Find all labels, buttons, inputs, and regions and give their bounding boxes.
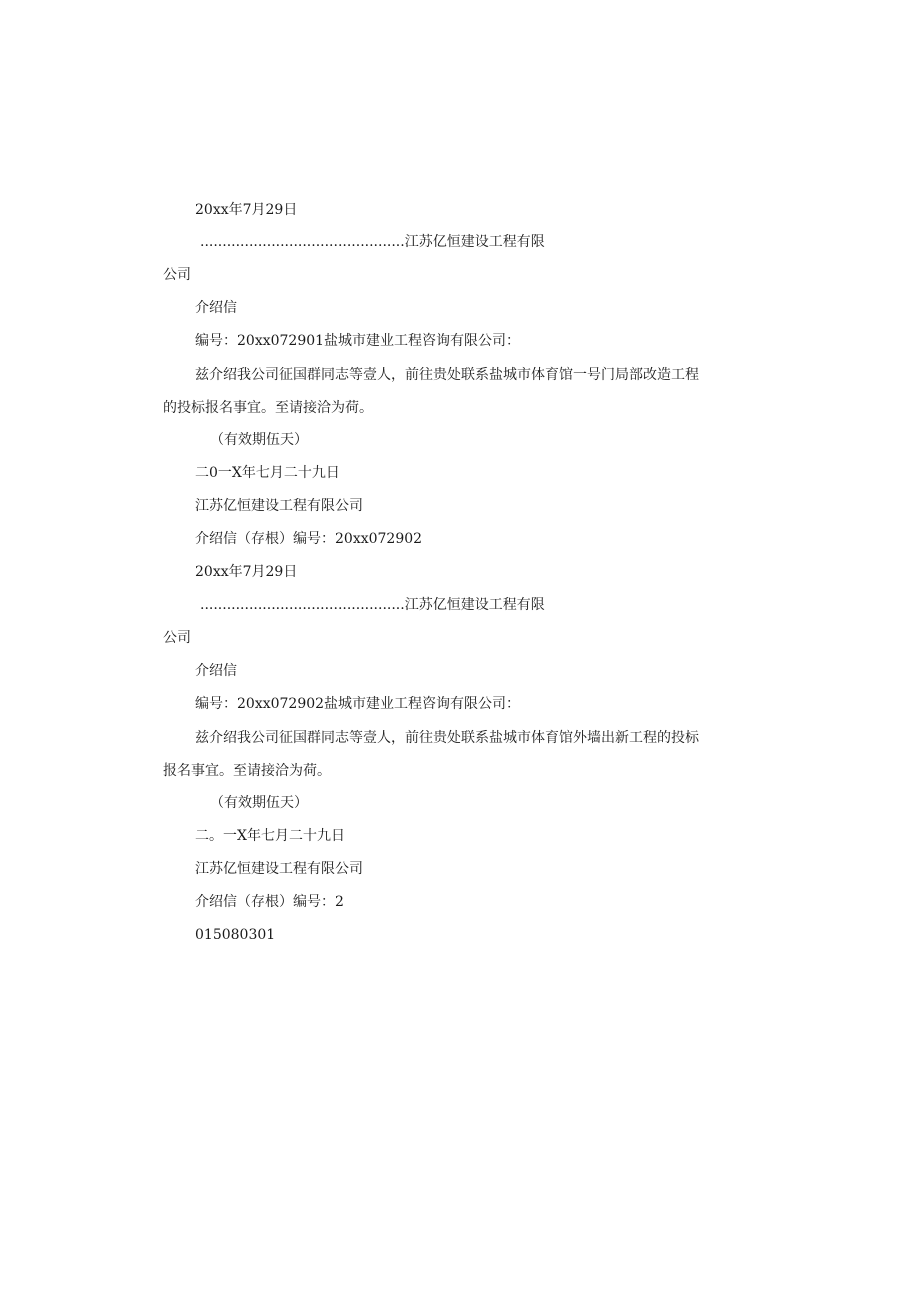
letter-2-body: 兹介绍我公司征国群同志等壹人，前往贵处联系盐城市体育馆外墙出新工程的投标: [195, 730, 699, 746]
letter-2-date-bottom: 二。一X年七月二十九日: [195, 828, 345, 844]
letter-2-number-line: 编号：20xx072902盐城市建业工程咨询有限公司：: [195, 696, 521, 712]
letter-2-body-cont: 报名事宜。至请接洽为荷。: [163, 763, 331, 779]
letter-1-date-top: 20xx年7月29日: [195, 202, 298, 218]
letter-1-body-cont: 的投标报名事宜。至请接洽为荷。: [163, 400, 373, 416]
letter-1-company-header: ..............................................江苏亿恒建设工程有限: [200, 234, 545, 250]
letter-2-date-top: 20xx年7月29日: [195, 564, 298, 580]
letter-1-stub-line: 介绍信（存根）编号：20xx072902: [195, 531, 423, 547]
letter-1-date-bottom: 二0一X年七月二十九日: [195, 465, 340, 481]
letter-1-company-header-cont: 公司: [163, 267, 191, 283]
letter-2-stub-line: 介绍信（存根）编号：2: [195, 894, 344, 910]
letter-2-stub-number-cont: 015080301: [195, 927, 276, 943]
letter-1-body: 兹介绍我公司征国群同志等壹人，前往贵处联系盐城市体育馆一号门局部改造工程: [195, 367, 699, 383]
letter-2-validity: （有效期伍天）: [210, 795, 308, 811]
letter-2-signature: 江苏亿恒建设工程有限公司: [195, 861, 363, 877]
letter-1-validity: （有效期伍天）: [210, 432, 308, 448]
letter-1-title: 介绍信: [195, 300, 237, 316]
letter-2-company-header: ..............................................江苏亿恒建设工程有限: [200, 597, 545, 613]
letter-1-number-line: 编号：20xx072901盐城市建业工程咨询有限公司：: [195, 333, 521, 349]
letter-2-company-header-cont: 公司: [163, 630, 191, 646]
letter-1-signature: 江苏亿恒建设工程有限公司: [195, 498, 363, 514]
letter-2-title: 介绍信: [195, 663, 237, 679]
